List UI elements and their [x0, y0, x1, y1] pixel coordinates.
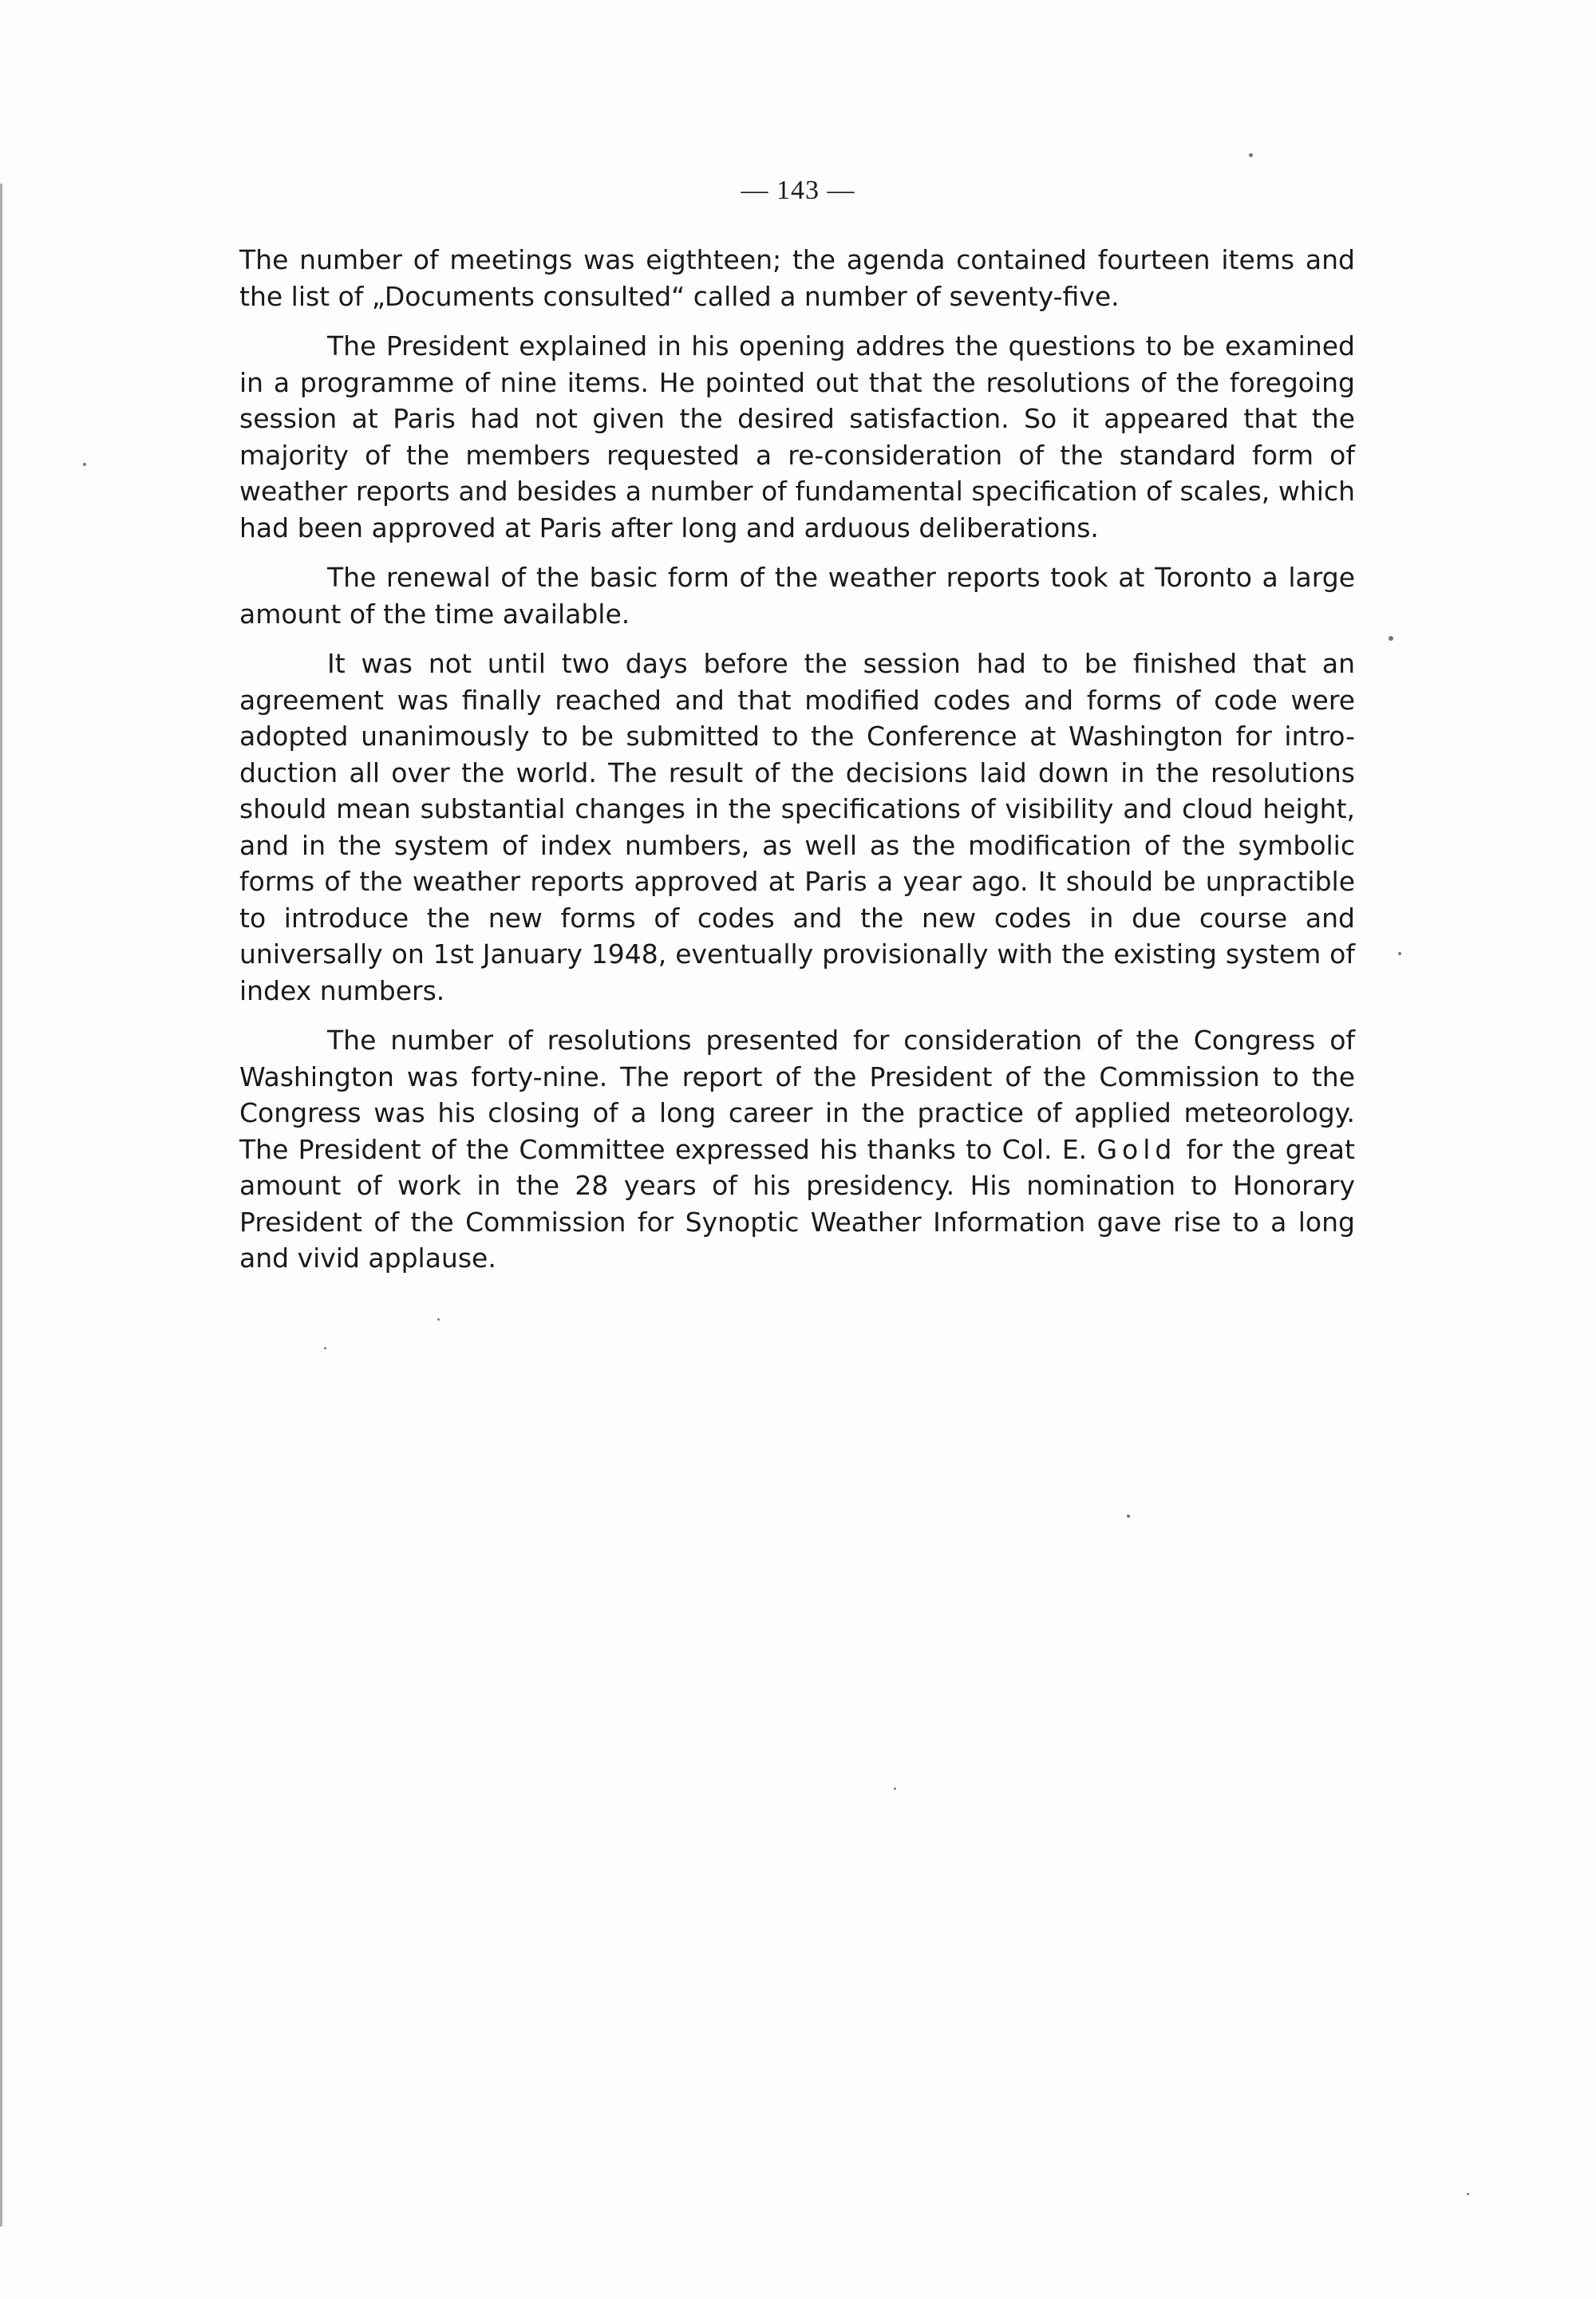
paragraph-5-after-name: for the great amount of work in the 28 years of his presidency. His nomination to Honorary President of the Commission for Synoptic Weather Information gave rise to a long and vivid applause.: [239, 1133, 1355, 1274]
paragraph-4: It was not until two days before the session had to be finished that an agreement was finally reached and that modified codes and forms of code were adopted unanimously to be submitted to the Conference at Washington for intro-duction all over the world. The result of the decisions laid down in the resolutions should mean substantial changes in the specifications of visibility and cloud height, and in the system of index numbers, as well as the modification of the symbolic forms of the weather reports approved at Paris a year ago. It should be unpractible to introduce the new forms of codes and the new codes in due course and universally on 1st January 1948, eventually provisionally with the existing system of index numbers.: [239, 648, 1355, 1006]
scan-speck: [1467, 2193, 1469, 2195]
scan-speck: [83, 463, 86, 466]
body-text: [239, 242, 1355, 1290]
scan-speck: [1249, 153, 1253, 157]
paragraph-5-before-name: The number of resolutions presented for consideration of the Congress of Washington was forty-nine. The report of the President of the Commission to the Congress was his closing of a long career in the practice of applied meteorology. The President of the Committee expressed his thanks to Col. E.: [239, 1025, 1355, 1165]
paragraph-3: The renewal of the basic form of the weather reports took at Toronto a large amount of the time available.: [239, 562, 1355, 630]
scan-left-edge: [0, 184, 2, 2226]
scan-speck: [894, 1787, 896, 1790]
scan-speck: [1398, 952, 1401, 955]
scan-speck: [1127, 1515, 1130, 1518]
person-name-gold: Gold: [1096, 1133, 1177, 1165]
paragraph-5: [239, 1022, 1355, 1277]
scan-speck: [437, 1318, 440, 1321]
paragraph-2: The President explained in his opening addres the questions to be examined in a programme of nine items. He pointed out that the resolutions of the foregoing session at Paris had not given the desired satisfaction. So it appeared that the majority of the members requested a re-consideration of the standard form of weather reports and besides a number of fundamental specification of scales, which had been approved at Paris after long and arduous deliberations.: [239, 330, 1355, 543]
scan-speck: [1389, 636, 1393, 641]
page-number: — 143 —: [741, 176, 855, 205]
scan-speck: [324, 1347, 326, 1349]
paragraph-1: The number of meetings was eigthteen; the agenda contained fourteen items and the list of „Documents consulted“ called a number of seventy-five.: [239, 244, 1355, 312]
